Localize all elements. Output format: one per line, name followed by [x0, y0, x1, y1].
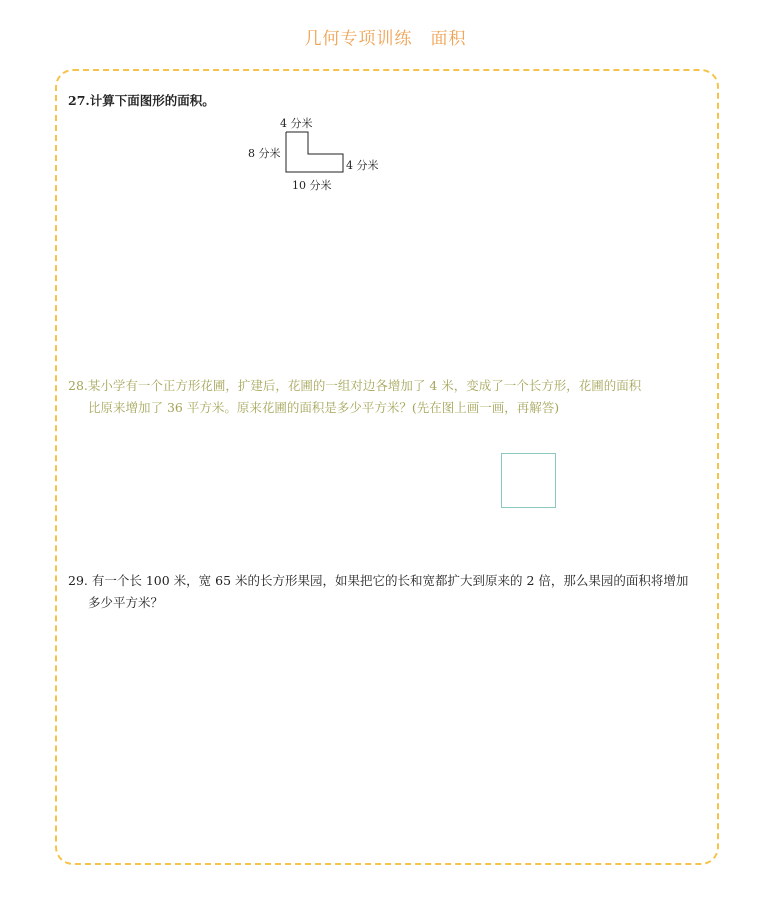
question-29	[68, 570, 703, 614]
question-29-line2: 多少平方米？	[88, 595, 164, 610]
question-28-line1: 28.某小学有一个正方形花圃，扩建后，花圃的一组对边各增加了 4 米，变成了一个长方形，花圃的面积	[68, 378, 642, 393]
l-shape-figure	[240, 112, 390, 197]
l-shape-outline	[286, 132, 343, 172]
square-garden-figure	[501, 453, 556, 508]
label-bottom: 10 分米	[292, 179, 332, 192]
question-27: 27.计算下面图形的面积。	[68, 93, 215, 108]
page-title: 几何专项训练 面积	[304, 29, 467, 49]
label-right: 4 分米	[346, 159, 379, 172]
label-top: 4 分米	[280, 117, 313, 130]
question-29-line1: 29. 有一个长 100 米，宽 65 米的长方形果园，如果把它的长和宽都扩大到原来的 2 倍，那么果园的面积将增加	[68, 573, 689, 588]
question-28-line2: 比原来增加了 36 平方米。原来花圃的面积是多少平方米？(先在图上画一画，再解答)	[88, 400, 560, 415]
label-left: 8 分米	[248, 147, 281, 160]
question-28	[68, 375, 703, 419]
